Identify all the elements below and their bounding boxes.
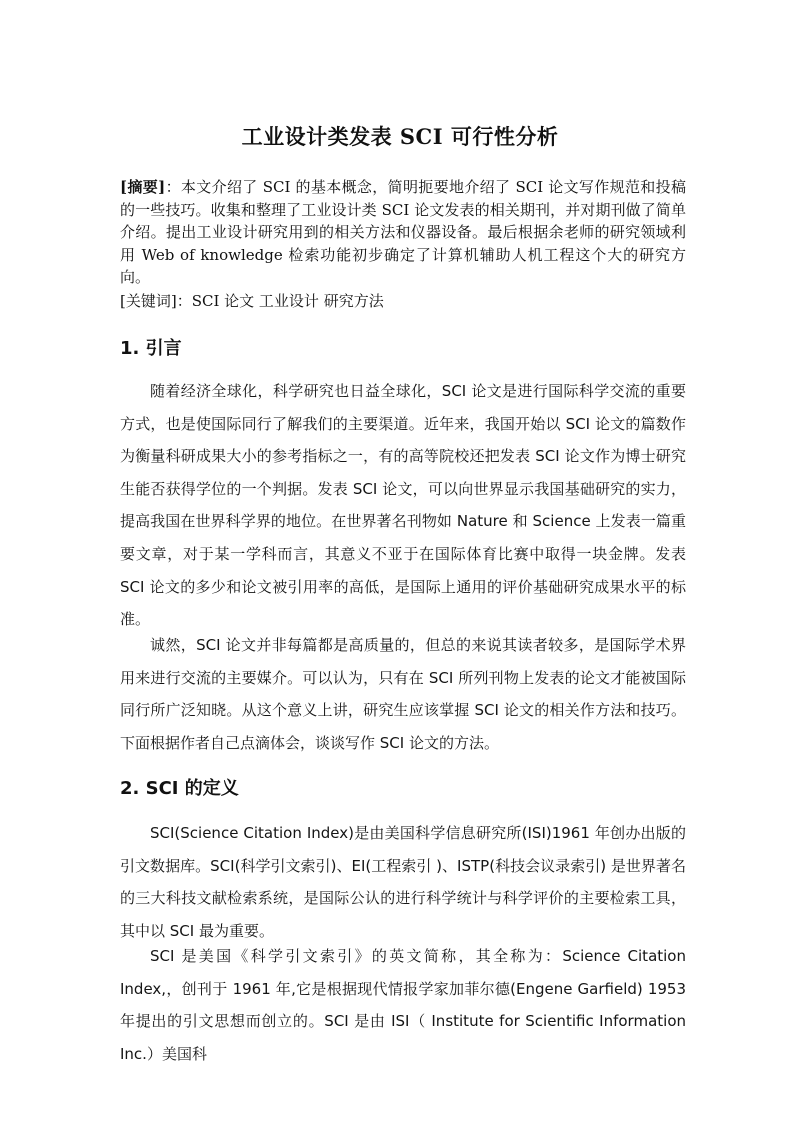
document-title: 工业设计类发表 SCI 可行性分析 xyxy=(241,124,559,149)
paragraph: 诚然，SCI 论文并非每篇都是高质量的，但总的来说其读者较多，是国际学术界用来进行交流的主要媒介。可以认为，只有在 SCI 所列刊物上发表的论文才能被国际同行所广泛知晓。从这个意义上讲，研究生应该掌握 SCI 论文的相关作方法和技巧。下面根据作者自己点滴体会，谈谈写作 SCI 论文的方法。 xyxy=(120,636,686,752)
paragraph: SCI(Science Citation Index)是由美国科学信息研究所(ISI)1961 年创办出版的引文数据库。SCI(科学引文索引)、EI(工程索引 )、ISTP(科技会议录索引) 是世界著名的三大科技文献检索系统，是国际公认的进行科学统计与科学评价的主要检索工具，其中以 SCI 最为重要。 xyxy=(120,824,686,940)
section-heading-introduction: 1. 引言 xyxy=(120,338,182,359)
abstract-text: ：本文介绍了 SCI 的基本概念，简明扼要地介绍了 SCI 论文写作规范和投稿的一些技巧。收集和整理了工业设计类 SCI 论文发表的相关期刊，并对期刊做了简单介绍。提出工业设计研究用到的相关方法和仪器设备。最后根据余老师的研究领域利用 Web of knowledge 检索功能初步确定了计算机辅助人机工程这个大的研究方向。 xyxy=(120,178,686,286)
section-heading-sci-definition: 2. SCI 的定义 xyxy=(120,778,239,799)
paragraph: 随着经济全球化，科学研究也日益全球化，SCI 论文是进行国际科学交流的重要方式，也是使国际同行了解我们的主要渠道。近年来，我国开始以 SCI 论文的篇数作为衡量科研成果大小的参考指标之一，有的高等院校还把发表 SCI 论文作为博士研究生能否获得学位的一个判据。发表 SCI 论文，可以向世界显示我国基础研究的实力，提高我国在世界科学界的地位。在世界著名刊物如 Nature 和 Science 上发表一篇重要文章，对于某一学科而言，其意义不亚于在国际体育比赛中取得一块金牌。发表 SCI 论文的多少和论文被引用率的高低，是国际上通用的评价基础研究成果水平的标准。 xyxy=(120,382,686,629)
abstract-label: [摘要] xyxy=(120,178,166,196)
keywords-line: [关键词]：SCI 论文 工业设计 研究方法 xyxy=(120,292,384,310)
paragraph: SCI 是美国《科学引文索引》的英文简称，其全称为：Science Citation Index,，创刊于 1961 年,它是根据现代情报学家加菲尔德(Engene Garfield) 1953 年提出的引文思想而创立的。SCI 是由 ISI（ Institute for Scientific Information Inc.）美国科 xyxy=(120,947,686,1063)
abstract-block xyxy=(120,176,686,289)
